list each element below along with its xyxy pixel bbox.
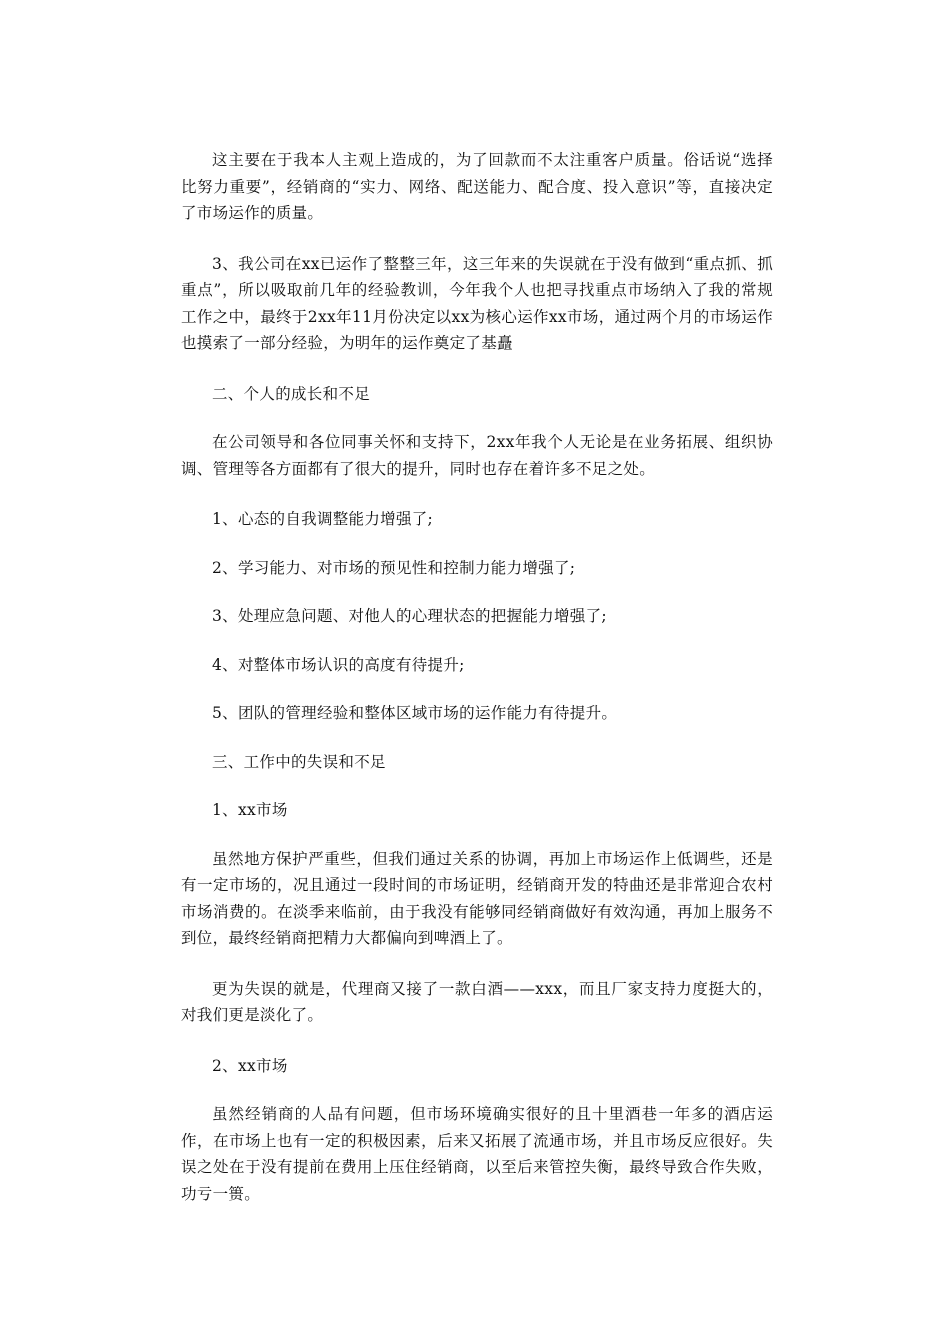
list-item-growth-3: 3、处理应急问题、对他人的心理状态的把握能力增强了; <box>212 607 607 625</box>
paragraph-personal-growth-intro: 在公司领导和各位同事关怀和支持下，2xx年我个人无论是在业务拓展、组织协调、管理等各方面都有了很大的提升，同时也存在着许多不足之处。 <box>181 433 773 478</box>
list-item-growth-1: 1、心态的自我调整能力增强了; <box>212 510 434 528</box>
paragraph-key-market-point-3: 3、我公司在xx已运作了整整三年，这三年来的失误就在于没有做到“重点抓、抓重点”，所以吸取前几年的经验教训，今年我个人也把寻找重点市场纳入了我的常规工作之中，最终于2xx年11月份决定以xx为核心运作xx市场，通过两个月的市场运作也摸索了一部分经验，为明年的运作奠定了基矗 <box>181 254 773 352</box>
document-body <box>181 147 773 1231</box>
list-item-growth-5: 5、团队的管理经验和整体区域市场的运作能力有待提升。 <box>212 704 618 722</box>
paragraph-market-1-mistake: 更为失误的就是，代理商又接了一款白酒——xxx，而且厂家支持力度挺大的，对我们更是淡化了。 <box>181 979 773 1024</box>
list-item-growth-2: 2、学习能力、对市场的预见性和控制力能力增强了; <box>212 558 576 577</box>
paragraph-market-1-details: 虽然地方保护严重些，但我们通过关系的协调，再加上市场运作上低调些，还是有一定市场的，况且通过一段时间的市场证明，经销商开发的特曲还是非常迎合农村市场消费的。在淡季来临前，由于我没有能够同经销商做好有效沟通，再加上服务不到位，最终经销商把精力大都偏向到啤酒上了。 <box>181 849 773 947</box>
subheading-market-1: 1、xx市场 <box>212 801 288 819</box>
section-heading-mistakes: 三、工作中的失误和不足 <box>212 752 386 771</box>
paragraph-customer-quality: 这主要在于我本人主观上造成的，为了回款而不太注重客户质量。俗话说“选择比努力重要”，经销商的“实力、网络、配送能力、配合度、投入意识”等，直接决定了市场运作的质量。 <box>181 151 773 222</box>
section-heading-personal-growth: 二、个人的成长和不足 <box>212 384 371 403</box>
list-item-growth-4: 4、对整体市场认识的高度有待提升; <box>212 655 465 674</box>
subheading-market-2: 2、xx市场 <box>212 1056 288 1075</box>
paragraph-market-2-details: 虽然经销商的人品有问题，但市场环境确实很好的且十里酒巷一年多的酒店运作，在市场上也有一定的积极因素，后来又拓展了流通市场，并且市场反应很好。失误之处在于没有提前在费用上压住经销商，以至后来管控失衡，最终导致合作失败，功亏一篑。 <box>181 1105 773 1203</box>
